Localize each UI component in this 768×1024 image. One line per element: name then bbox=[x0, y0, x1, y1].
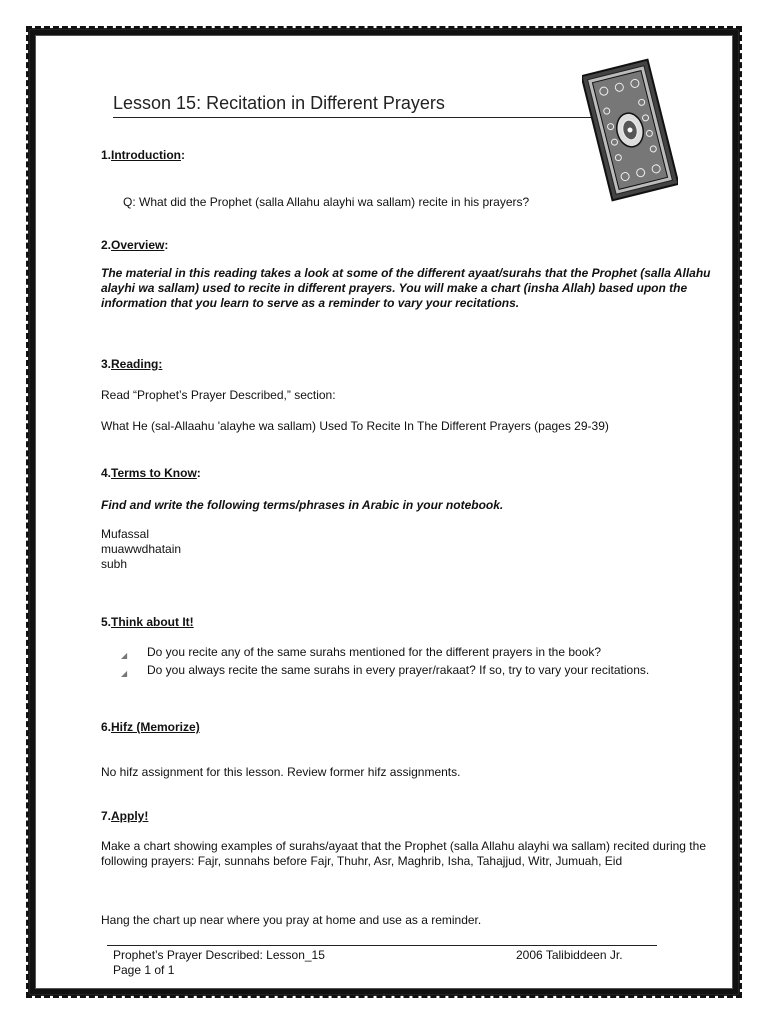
term-item: Mufassal bbox=[101, 527, 150, 541]
section-overview-heading: 2.Overview: bbox=[101, 238, 169, 252]
terms-list bbox=[101, 527, 401, 572]
bullet-icon: ◢ bbox=[121, 669, 128, 678]
section-reading-heading: 3.Reading: bbox=[101, 357, 163, 371]
footer-divider bbox=[107, 945, 657, 946]
apply-text: Make a chart showing examples of surahs/ayaat that the Prophet (salla Allahu alayhi wa sallam) recited during the following prayers: Fajr, sunnahs before Fajr, Thuhr, Asr, Maghrib, Isha, Tahajjud, Witr, Jumuah, Eid bbox=[101, 839, 706, 868]
term-item: muawwdhatain bbox=[101, 542, 182, 556]
section-think-heading: 5.Think about It! bbox=[101, 615, 194, 629]
think-bullet-list bbox=[121, 645, 721, 681]
page-title: Lesson 15: Recitation in Different Prayers bbox=[113, 93, 593, 118]
list-item: ◢ Do you recite any of the same surahs mentioned for the different prayers in the book? bbox=[121, 645, 721, 663]
overview-text: The material in this reading takes a look at some of the different ayaat/surahs that the Prophet (salla Allahu alayhi wa sallam) used to recite in different prayers. You will make a chart (insha Allah) based upon the information that you learn to serve as a reminder to vary your recitations. bbox=[101, 266, 711, 310]
terms-instruction: Find and write the following terms/phrases in Arabic in your notebook. bbox=[101, 498, 504, 512]
list-item: ◢ Do you always recite the same surahs in every prayer/rakaat? If so, try to vary your recitations. bbox=[121, 663, 721, 681]
apply-reminder: Hang the chart up near where you pray at home and use as a reminder. bbox=[101, 913, 482, 927]
section-apply-heading: 7.Apply! bbox=[101, 809, 149, 823]
hifz-text: No hifz assignment for this lesson. Review former hifz assignments. bbox=[101, 765, 461, 779]
section-terms-heading: 4.Terms to Know: bbox=[101, 466, 201, 480]
reading-instruction: Read “Prophet’s Prayer Described,” section: bbox=[101, 388, 336, 402]
footer-right: 2006 Talibiddeen Jr. bbox=[516, 948, 623, 962]
introduction-question: Q: What did the Prophet (salla Allahu alayhi wa sallam) recite in his prayers? bbox=[123, 195, 530, 209]
bullet-icon: ◢ bbox=[121, 651, 128, 660]
term-item: subh bbox=[101, 557, 128, 571]
footer-left: Prophet’s Prayer Described: Lesson_15 bbox=[113, 948, 325, 962]
page-number: Page 1 of 1 bbox=[113, 963, 175, 977]
section-hifz-heading: 6.Hifz (Memorize) bbox=[101, 720, 200, 734]
prayer-rug-image bbox=[582, 56, 678, 204]
section-introduction-heading: 1.Introduction: bbox=[101, 148, 185, 162]
reading-reference: What He (sal-Allaahu 'alayhe wa sallam) Used To Recite In The Different Prayers (pages 29-39) bbox=[101, 419, 609, 433]
